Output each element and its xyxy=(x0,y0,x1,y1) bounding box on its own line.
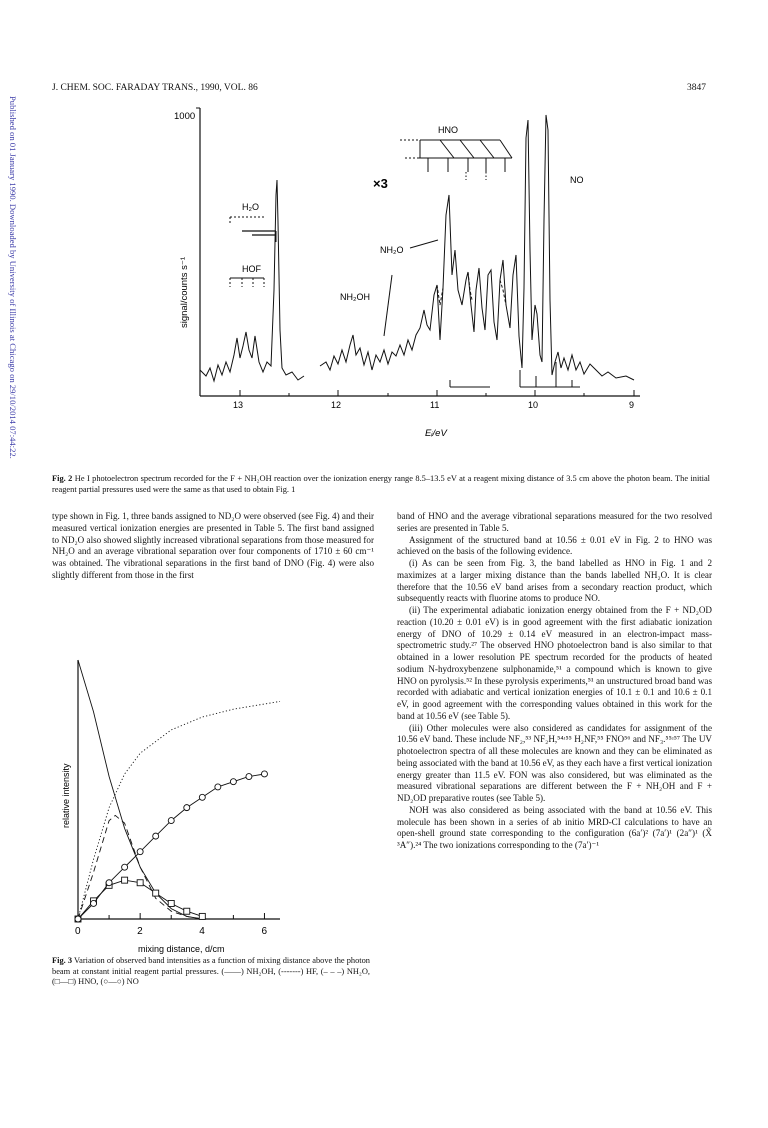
fig3-series-line xyxy=(78,774,265,919)
fig2-x-ticks xyxy=(240,390,634,396)
fig2-label-nh2o: NH₂O xyxy=(380,245,404,255)
fig2-nh2o-pointer xyxy=(410,240,438,248)
fig2-label-hof: HOF xyxy=(242,264,261,274)
fig2-ylabel: signal/counts s⁻¹ xyxy=(179,256,190,328)
right-paragraph-1: band of HNO and the average vibrational separations measured for the two resolved series are presented in Table 5. xyxy=(397,511,712,533)
fig3-no-marker xyxy=(184,805,190,811)
fig3-hno-marker xyxy=(168,900,174,906)
left-paragraph: type shown in Fig. 1, three bands assigned to ND₂O were observed (see Fig. 4) and their measured vertical ionization energies are presented in Table 5. The first band assigned to ND₂O also showed slightly increased vibrational separations from those measured for NH₂O and an average vibrational separation over four components of 1710 ± 60 cm⁻¹ was obtained. The vibrational separations in the first band of DNO (Fig. 4) were also slightly different from those in the first xyxy=(52,511,374,580)
fig3-no-marker xyxy=(75,916,81,922)
fig2-xlabel: Eᵢ/eV xyxy=(425,428,447,439)
fig3-series-group xyxy=(75,660,280,922)
fig2-hof-marker xyxy=(230,278,264,287)
fig2-spectrum xyxy=(160,100,760,460)
fig3-x-ticks xyxy=(75,913,267,937)
fig3-caption xyxy=(52,956,370,988)
fig2-xtick-12: 12 xyxy=(331,400,342,410)
fig2-label-nh2oh: NH₂OH xyxy=(340,292,370,302)
right-paragraph-4: (ii) The experimental adiabatic ionization energy obtained from the F + ND₂OD reaction (10.20 ± 0.01 eV) is in good agreement with the first adiabatic ionization energy of DNO of 10.29 ± 0.14 eV measured in an electron-impact mass-spectrometric study.²⁷ The observed HNO photoelectron band is also similar to that obtained in a lower resolution PE spectrum recorded for the products of heated sodium N-hydroxybenzene sulphonamide,⁵¹ a compound which is known to give HNO on pyrolysis.⁵² In these pyrolysis experiments,⁵¹ an unstructured broad band was recorded with adiabatic and vertical ionization energies of 10.1 ± 0.1 and 10.6 ± 0.1 eV, in good agreement with the corresponding values obtained in this work for the band at 10.56 eV (see Table 5). xyxy=(397,605,712,721)
fig2-y-top-label: 1000 xyxy=(174,111,196,122)
fig2-caption xyxy=(52,474,710,495)
fig3-no-marker xyxy=(91,900,97,906)
fig3-no-marker xyxy=(153,833,159,839)
fig3-tick-label: 2 xyxy=(137,926,143,937)
fig3-hno-marker xyxy=(137,880,143,886)
fig3-no-marker xyxy=(168,818,174,824)
fig3-tick-label: 4 xyxy=(199,926,205,937)
left-column-text xyxy=(52,511,374,582)
fig3-no-marker xyxy=(122,864,128,870)
fig2-label-h2o: H₂O xyxy=(242,202,259,212)
fig2-h2o-marker xyxy=(230,217,276,242)
fig3-no-marker xyxy=(246,774,252,780)
fig2-label-x3: ×3 xyxy=(373,176,388,191)
fig3-no-marker xyxy=(106,880,112,886)
fig3-hno-marker xyxy=(122,877,128,883)
download-notice-text[interactable]: Published on 01 January 1990. Downloaded by University of Illinois at Chicago on 29/10/2014 07:44:22. xyxy=(8,96,18,459)
fig3-hno-marker xyxy=(153,890,159,896)
fig2-caption-text: He I photoelectron spectrum recorded for the F + NH₂OH reaction over the ionization energy range 8.5–13.5 eV at a reagent mixing distance of 3.5 cm above the photon beam. The initial reagent partial pressures used were the same as that used to obtain Fig. 1 xyxy=(52,474,710,494)
fig2-nh2oh-pointer xyxy=(384,275,392,336)
right-paragraph-2: Assignment of the structured band at 10.56 ± 0.01 eV in Fig. 2 to HNO was achieved on the basis of the following evidence. xyxy=(397,534,712,557)
right-paragraph-6: NOH was also considered as being associated with the band at 10.56 eV. This molecule has been shown in a series of ab initio MRD-CI calculations to have an open-shell ground state corresponding to the configuration (6a′)² (7a′)¹ (2a″)¹ (X̃ ³A″).²⁴ The two ionizations corresponding to the (7a′)⁻¹ xyxy=(397,804,712,850)
fig3-no-marker xyxy=(137,849,143,855)
right-paragraph-3: (i) As can be seen from Fig. 3, the band labelled as HNO in Fig. 1 and 2 maximizes at a larger mixing distance than the bands labelled NH₂O. It is clear therefore that the 10.56 eV band arises from a secondary reaction product, which subsequently reacts with fluorine atoms to produce NO. xyxy=(397,558,712,604)
fig3-tick-label: 6 xyxy=(261,926,268,937)
fig2-xtick-13: 13 xyxy=(233,400,244,410)
fig3-hno-marker xyxy=(199,913,205,919)
fig2-hno-ladder xyxy=(400,140,512,180)
right-paragraph-5: (iii) Other molecules were also considered as candidates for assignment of the 10.56 eV band. These include NF₂,⁵³ NF₂H,⁵⁴ʴ⁵⁵ H₂NF,⁵⁵ FNO⁵⁶ and NF₃.⁵⁵ʴ⁵⁷ The UV photoelectron spectra of all these molecules are known and they can be eliminated as being associated with the band at 10.56 eV, as they each have a first vertical ionization energy greater than 11.5 eV. FON was also considered, but was eliminated as the measured vibrational separations are different between the F + NH₂OH and F + ND₂OD preparative routes (see Table 5). xyxy=(397,722,712,803)
fig2-xtick-10: 10 xyxy=(528,400,539,410)
fig2-label-no: NO xyxy=(570,175,584,185)
running-header-journal: J. CHEM. SOC. FARADAY TRANS., 1990, VOL. 86 xyxy=(52,83,258,93)
fig2-xtick-9: 9 xyxy=(629,400,635,410)
page-number: 3847 xyxy=(687,83,706,93)
download-notice[interactable] xyxy=(6,96,18,660)
fig3-hno-marker xyxy=(184,908,190,914)
fig2-caption-label: Fig. 2 xyxy=(52,474,73,483)
fig2-label-hno: HNO xyxy=(438,125,458,135)
fig3-tick-label: 0 xyxy=(75,926,81,937)
fig3-no-marker xyxy=(199,794,205,800)
right-column-text xyxy=(397,511,712,852)
fig3-xlabel: mixing distance, d/cm xyxy=(138,944,225,954)
fig2-trace-right xyxy=(320,115,634,380)
fig3-ylabel: relative intensity xyxy=(61,763,71,828)
fig3-caption-text: Variation of observed band intensities as a function of mixing distance above the photon beam at constant initial reagent partial pressures. (——) NH₂OH, (-------) HF, (– – –) NH₂O, (□—□) HNO, (○—○) NO xyxy=(52,956,370,987)
fig3-chart xyxy=(52,640,374,980)
fig3-no-marker xyxy=(230,779,236,785)
fig3-no-marker xyxy=(261,771,267,777)
fig2-xtick-11: 11 xyxy=(430,400,440,410)
fig3-caption-label: Fig. 3 xyxy=(52,956,73,965)
fig2-dashed-segments xyxy=(437,272,506,305)
fig3-no-marker xyxy=(215,784,221,790)
